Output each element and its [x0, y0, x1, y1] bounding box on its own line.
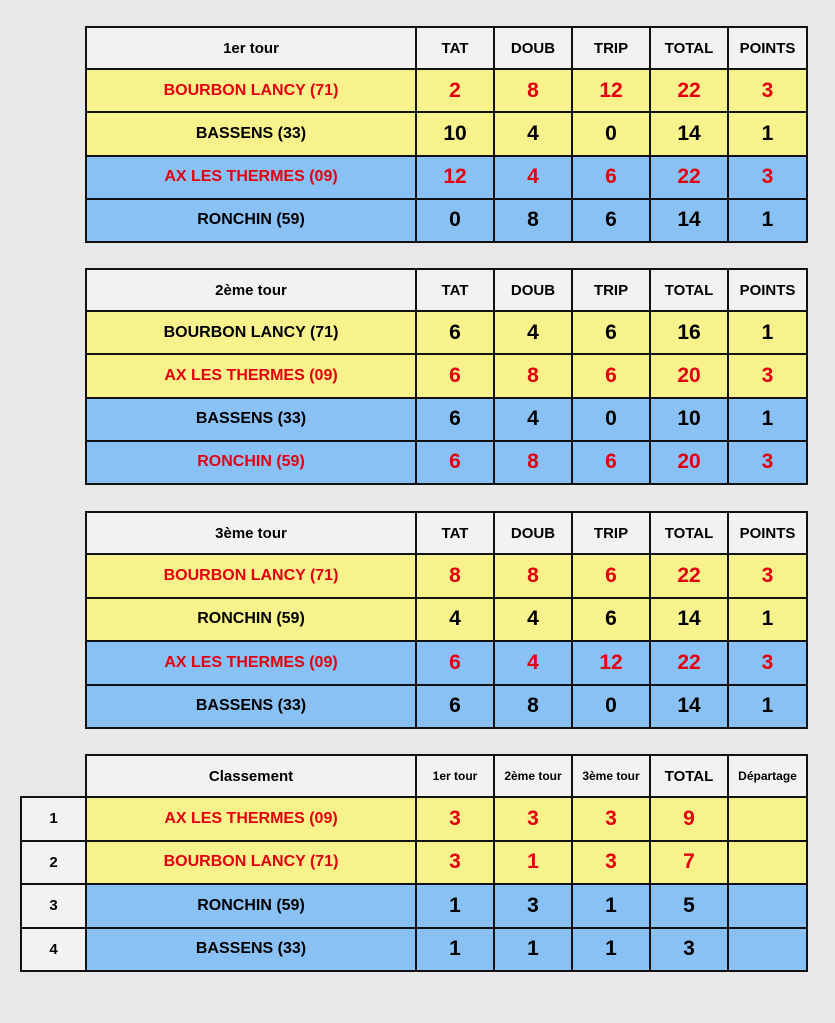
tat-value: 10 [416, 112, 494, 155]
points-value: 1 [728, 685, 807, 729]
rank-value: 1 [21, 797, 86, 841]
round-3-points: 3 [572, 841, 650, 885]
doub-value: 8 [494, 685, 572, 729]
total-value: 14 [650, 685, 728, 729]
table-row [86, 112, 807, 155]
tat-value: 8 [416, 554, 494, 598]
trip-value: 12 [572, 641, 650, 685]
total-value: 7 [650, 841, 728, 885]
doub-value: 8 [494, 441, 572, 484]
classement-title: Classement [86, 755, 416, 797]
col-points: POINTS [728, 269, 807, 311]
total-value: 9 [650, 797, 728, 841]
points-value: 1 [728, 199, 807, 242]
team-name: BASSENS (33) [86, 928, 416, 972]
tat-value: 6 [416, 354, 494, 397]
trip-value: 6 [572, 554, 650, 598]
points-value: 3 [728, 554, 807, 598]
col-trip: TRIP [572, 27, 650, 69]
trip-value: 6 [572, 598, 650, 642]
table-row [86, 598, 807, 642]
trip-value: 6 [572, 441, 650, 484]
team-name: RONCHIN (59) [86, 598, 416, 642]
table-row [86, 398, 807, 441]
round-3-title: 3ème tour [86, 512, 416, 554]
round-1-header [86, 27, 807, 69]
departage-value [728, 797, 807, 841]
col-doub: DOUB [494, 512, 572, 554]
tat-value: 6 [416, 398, 494, 441]
doub-value: 4 [494, 112, 572, 155]
trip-value: 0 [572, 398, 650, 441]
tat-value: 6 [416, 641, 494, 685]
col-points: POINTS [728, 512, 807, 554]
round-2-points: 3 [494, 884, 572, 928]
doub-value: 8 [494, 199, 572, 242]
round-1-points: 3 [416, 797, 494, 841]
tat-value: 2 [416, 69, 494, 112]
table-row [86, 199, 807, 242]
col-points: POINTS [728, 27, 807, 69]
table-row [21, 841, 807, 885]
team-name: AX LES THERMES (09) [86, 797, 416, 841]
trip-value: 0 [572, 685, 650, 729]
team-name: BOURBON LANCY (71) [86, 554, 416, 598]
trip-value: 0 [572, 112, 650, 155]
total-value: 14 [650, 112, 728, 155]
col-tat: TAT [416, 512, 494, 554]
team-name: BASSENS (33) [86, 685, 416, 729]
team-name: AX LES THERMES (09) [86, 354, 416, 397]
col-trip: TRIP [572, 512, 650, 554]
doub-value: 8 [494, 69, 572, 112]
tat-value: 12 [416, 156, 494, 199]
trip-value: 12 [572, 69, 650, 112]
col-round-3: 3ème tour [572, 755, 650, 797]
table-row [86, 685, 807, 729]
col-trip: TRIP [572, 269, 650, 311]
tat-value: 4 [416, 598, 494, 642]
col-doub: DOUB [494, 269, 572, 311]
table-row [86, 441, 807, 484]
round-2-points: 1 [494, 928, 572, 972]
tat-value: 6 [416, 685, 494, 729]
round-2-header [86, 269, 807, 311]
total-value: 14 [650, 199, 728, 242]
doub-value: 4 [494, 641, 572, 685]
doub-value: 4 [494, 598, 572, 642]
round-2-points: 1 [494, 841, 572, 885]
table-row [21, 884, 807, 928]
points-value: 3 [728, 441, 807, 484]
total-value: 22 [650, 69, 728, 112]
table-row [86, 641, 807, 685]
team-name: RONCHIN (59) [86, 441, 416, 484]
trip-value: 6 [572, 199, 650, 242]
team-name: BOURBON LANCY (71) [86, 841, 416, 885]
total-value: 22 [650, 554, 728, 598]
points-value: 1 [728, 311, 807, 354]
trip-value: 6 [572, 311, 650, 354]
round-3-points: 1 [572, 884, 650, 928]
departage-value [728, 841, 807, 885]
col-round-1: 1er tour [416, 755, 494, 797]
total-value: 22 [650, 156, 728, 199]
col-tat: TAT [416, 27, 494, 69]
round-1-points: 1 [416, 928, 494, 972]
round-2-points: 3 [494, 797, 572, 841]
table-row [86, 69, 807, 112]
round-2-table [85, 268, 808, 485]
round-1-title: 1er tour [86, 27, 416, 69]
doub-value: 8 [494, 354, 572, 397]
round-1-points: 3 [416, 841, 494, 885]
col-total: TOTAL [650, 269, 728, 311]
points-value: 3 [728, 69, 807, 112]
trip-value: 6 [572, 354, 650, 397]
departage-value [728, 928, 807, 972]
rank-value: 4 [21, 928, 86, 972]
trip-value: 6 [572, 156, 650, 199]
doub-value: 4 [494, 311, 572, 354]
team-name: RONCHIN (59) [86, 199, 416, 242]
tat-value: 0 [416, 199, 494, 242]
team-name: BASSENS (33) [86, 112, 416, 155]
table-row [21, 797, 807, 841]
classement-header [21, 755, 807, 797]
table-row [86, 354, 807, 397]
team-name: BOURBON LANCY (71) [86, 311, 416, 354]
team-name: BASSENS (33) [86, 398, 416, 441]
rank-corner [21, 755, 86, 797]
rank-value: 2 [21, 841, 86, 885]
table-row [21, 928, 807, 972]
round-3-points: 1 [572, 928, 650, 972]
doub-value: 4 [494, 156, 572, 199]
doub-value: 4 [494, 398, 572, 441]
departage-value [728, 884, 807, 928]
rank-value: 3 [21, 884, 86, 928]
team-name: AX LES THERMES (09) [86, 641, 416, 685]
col-departage: Départage [728, 755, 807, 797]
tat-value: 6 [416, 311, 494, 354]
table-row [86, 554, 807, 598]
col-doub: DOUB [494, 27, 572, 69]
total-value: 16 [650, 311, 728, 354]
col-total: TOTAL [650, 27, 728, 69]
table-row [86, 311, 807, 354]
total-value: 14 [650, 598, 728, 642]
points-value: 3 [728, 156, 807, 199]
total-value: 20 [650, 354, 728, 397]
round-3-table [85, 511, 808, 729]
round-1-points: 1 [416, 884, 494, 928]
classement-table [20, 754, 808, 972]
tat-value: 6 [416, 441, 494, 484]
round-2-title: 2ème tour [86, 269, 416, 311]
team-name: RONCHIN (59) [86, 884, 416, 928]
team-name: BOURBON LANCY (71) [86, 69, 416, 112]
doub-value: 8 [494, 554, 572, 598]
points-value: 1 [728, 398, 807, 441]
round-3-header [86, 512, 807, 554]
col-tat: TAT [416, 269, 494, 311]
round-3-points: 3 [572, 797, 650, 841]
col-total: TOTAL [650, 755, 728, 797]
total-value: 22 [650, 641, 728, 685]
total-value: 20 [650, 441, 728, 484]
col-total: TOTAL [650, 512, 728, 554]
team-name: AX LES THERMES (09) [86, 156, 416, 199]
points-value: 1 [728, 112, 807, 155]
total-value: 10 [650, 398, 728, 441]
points-value: 3 [728, 641, 807, 685]
table-row [86, 156, 807, 199]
col-round-2: 2ème tour [494, 755, 572, 797]
total-value: 3 [650, 928, 728, 972]
round-1-table [85, 26, 808, 243]
total-value: 5 [650, 884, 728, 928]
points-value: 1 [728, 598, 807, 642]
points-value: 3 [728, 354, 807, 397]
